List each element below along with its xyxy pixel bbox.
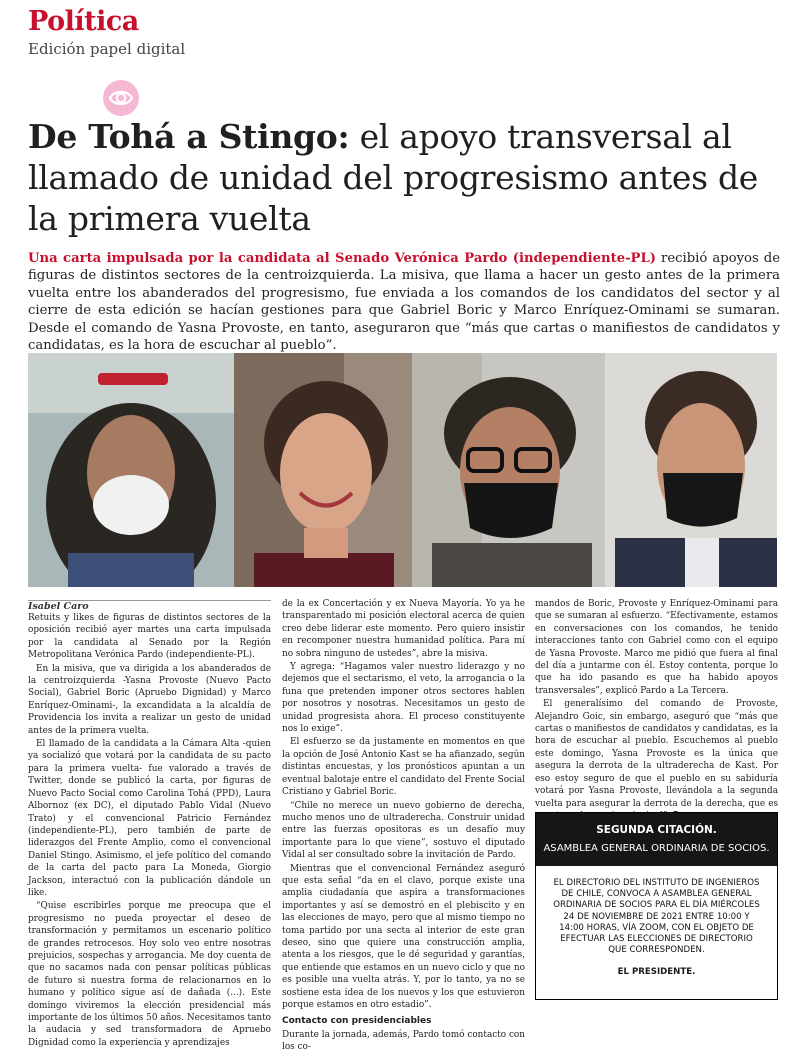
paragraph-text: El generalísimo del comando de Provoste, Alejandro Goic, sin embargo, aseguró que “más que cartas o manifiestos de candidatos y candidatas, es la hora de escuchar al pueblo. Escuchemos al pueblo este domingo, Yasna Provoste es la única que asegura la derrota de la ultraderecha de Kast. Por eso estoy seguro de que el pueblo en su sabiduría votará por Yasna Provoste, llevándola a la segunda vuelta para asegurar la derrota de la derecha, que es [535,699,778,809]
paragraph: Y agrega: “Hagamos valer nuestro liderazgo y no dejemos que el sectarismo, el veto, la arrogancia o la funa que pretenden imponer otros sectores hablen por nosotros y nosotras. Necesitamos un gesto de unidad progresista ahora. El proceso constituyente nos lo exige”. [282,662,525,735]
section-title: Política [28,6,139,37]
lead-highlight: Una carta impulsada por la candidata al Senado Verónica Pardo (independiente-PL) [28,251,656,266]
paragraph: Retuits y likes de figuras de distintos sectores de la oposición recibió ayer martes una carta impulsada por la candidata al Senado por la Región Metropolitana Verónica Pardo (independiente-PL). [28,613,271,661]
paragraph: Mientras que el convencional Fernández aseguró que esta señal “da en el clavo, porque existe una amplia ciudadanía que aspira a transformaciones importantes y así se demostró en el plebiscito y en las elecciones de mayo, pero que al mismo tiempo no toma partido por una secta al interior de este gran deseo, sino que quiere una construcción amplia, atenta a los riesgos, que le dé seguridad y garantías, que entiende que estamos en un nuevo ciclo y que no es posible una vuelta atrás. Y, por lo tanto, ya no se sostiene esta idea de los nuevos y los que estuvieron porque estamos en otro estadio”. [282,863,525,1010]
paragraph: “Quise escribirles porque me preocupa que el progresismo no pueda proyectar el deseo de transformación y permitamos un escenario político de grandes retrocesos. Hoy solo veo entre nosotras prejuicios, sospechas y arrogancia. Me doy cuenta de que no sacamos nada con pensar políticas públicas de futuro si nuestra forma de relacionarnos en lo humano y político sigue así de dañada (...). Este domingo viviremos la elección presidencial más importante de los últimos 50 años. Necesitamos tanto la audacia y sed transformadora de Apruebo Dignidad como la experiencia y aprendizajes [28,901,271,1048]
headline-bold: De Tohá a Stingo: [28,117,350,156]
paragraph: En la misiva, que va dirigida a los abanderados de la centroizquierda -Yasna Provoste (Nuevo Pacto Social), Gabriel Boric (Apruebo Dignidad) y Marco Enríquez-Ominami-, la excandidata a la alcaldía de Providencia los invita a realizar un gesto de unidad antes de la primera vuelta. [28,663,271,736]
column-3 [535,598,778,823]
paragraph: Durante la jornada, además, Pardo tomó contacto con los co- [282,1029,525,1053]
headline-rest: el apoyo transversal al llamado de unidad del progresismo antes de la primera vuelta [28,117,759,238]
column-2 [282,598,525,1055]
notice-subtitle: ASAMBLEA GENERAL ORDINARIA DE SOCIOS. [543,843,770,854]
lead-paragraph [28,250,780,354]
photo-strip [28,353,777,587]
eye-icon[interactable] [103,80,139,116]
photo-man-suit [605,353,777,587]
paragraph: de la ex Concertación y ex Nueva Mayoría. Yo ya he transparentado mi posición electoral acerca de quien creo debe liderar este momento. Pero quiero insistir en recomponer nuestra humanidad política. Para mí no sobra ninguno de ustedes”, abre la misiva. [282,599,525,659]
notice-header [536,813,777,866]
paragraph: El esfuerzo se da justamente en momentos en que la opción de José Antonio Kast se ha afianzado, según distintas encuestas, y los pronósticos apuntan a un eventual balotaje entre el candidato del Frente Social Cristiano y Gabriel Boric. [282,737,525,798]
subheading: Contacto con presidenciables [282,1016,432,1027]
lead-text: recibió apoyos de figuras de distintos sectores de la centroizquierda. La misiva, que llama a hacer un gesto antes de la primera vuelta entre los abanderados del progresismo, fue enviada a los comandos de los candidatos del sector y al cierre de esta edición se hacían gestiones para que Gabriel Boric y Marco Enríquez-Ominami se sumaran. Desde el comando de Yasna Provoste, en tanto, aseguraron que “más que cartas o manifiestos de candidatos y candidatas, es la hora de escuchar al pueblo”. [28,251,780,354]
photo-man-glasses [412,353,605,587]
paragraph: El llamado de la candidata a la Cámara Alta -quien ya socializó que votará por la candidata de su pacto para la primera vuelta- fue valorado a través de Twitter, donde se publicó la carta, por figuras de Nuevo Pacto Social como Carolina Tohá (PPD), Laura Albornoz (ex DC), el diputado Pablo Vidal (Nuevo Trato) y el convencional Patricio Fernández (independiente-PL), pero también de parte de liderazgos del Frente Amplio, como el convencional Daniel Stingo. Asimismo, el jefe político del comando de la carta del pacto para La Moneda, Giorgio Jackson, interactuó con la publicación dándole un like. [28,739,271,898]
notice-body: EL DIRECTORIO DEL INSTITUTO DE INGENIEROS DE CHILE, CONVOCA A ASAMBLEA GENERAL ORDINARIA DE SOCIOS PARA EL DÍA MIÉRCOLES 24 DE NOVIEMBRE DE 2021 ENTRE 10:00 Y 14:00 HORAS, VÍA ZOOM, CON EL OBJETO DE EFECTUAR LAS ELECCIONES DE DIRECTORIO QUE CORRESPONDEN. [553,878,760,956]
byline: Isabel Caro [28,601,89,612]
notice-signature: EL PRESIDENTE. [617,967,696,978]
notice-box [535,812,778,1000]
column-rule [28,600,271,601]
notice-title: SEGUNDA CITACIÓN. [596,824,717,836]
paragraph: mandos de Boric, Provoste y Enríquez-Ominami para que se sumaran al esfuerzo. “Efectivamente, estamos en conversaciones con los comandos, he tenido interacciones tanto con Gabriel como con el equipo de Yasna Provoste. Marco me pidió que fuera al final del día a juntarme con él. Estoy contenta, porque lo que ha ido pasando es que ha habido apoyos transversales”, explicó Pardo a La Tercera. [535,599,778,696]
column-1 [28,612,271,1050]
photo-woman-smiling [234,353,412,587]
edition-label: Edición papel digital [28,40,186,58]
headline [28,116,788,239]
paragraph [535,698,778,822]
photo-woman-mask [28,353,234,587]
paragraph: “Chile no merece un nuevo gobierno de derecha, mucho menos uno de ultraderecha. Construir unidad entre las fuerzas opositoras es un desafío muy importante para lo que viene”, sostuvo el diputado Vidal al ser consultado sobre la invitación de Pardo. [282,800,525,861]
